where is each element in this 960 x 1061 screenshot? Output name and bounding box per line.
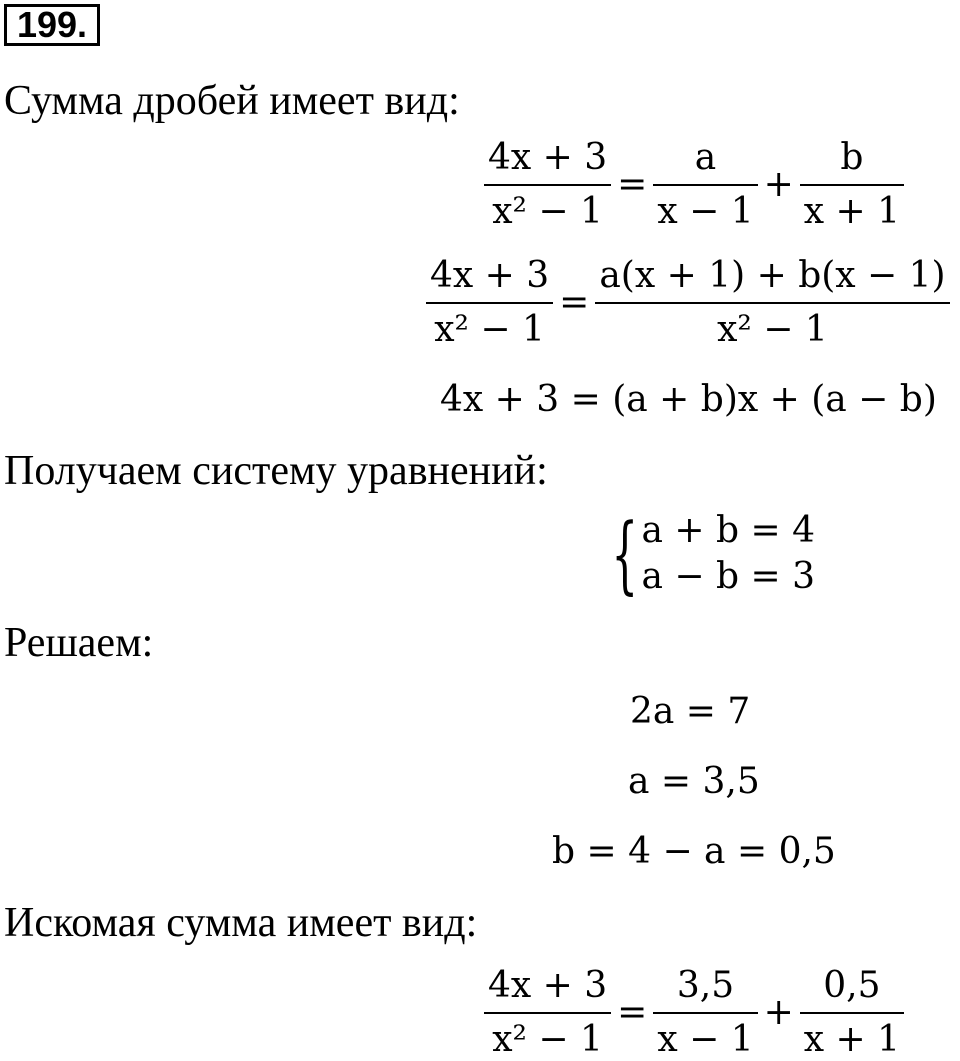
final-fraction-1-denominator: x − 1 [657,1019,754,1060]
eq2-rhs-fraction [595,255,949,350]
plus-sign: + [763,164,794,205]
eq2-lhs-denominator: x² − 1 [434,309,545,350]
eq2-lhs-fraction [426,255,553,350]
final-fraction-2 [800,965,904,1060]
problem-number: 199. [4,4,100,46]
result-intro-text: Искомая сумма имеет вид: [4,900,478,946]
eq1-fraction-a-denominator: x − 1 [657,191,754,232]
eq1-lhs-denominator: x² − 1 [492,191,603,232]
equation-system [598,505,815,603]
final-fraction-2-numerator: 0,5 [823,965,881,1006]
equals-sign: = [617,992,648,1033]
equation-3: 4x + 3 = (a + b)x + (a − b) [440,379,937,420]
final-lhs-denominator: x² − 1 [492,1019,603,1060]
eq1-lhs-fraction [484,137,611,232]
final-lhs-numerator: 4x + 3 [488,965,608,1006]
final-fraction-1-numerator: 3,5 [676,965,735,1006]
fraction-bar [653,184,757,186]
final-fraction-2-denominator: x + 1 [803,1019,901,1060]
eq1-fraction-b [800,137,904,232]
eq2-lhs-numerator: 4x + 3 [430,255,550,296]
system-line-1: a + b = 4 [641,510,815,551]
eq1-fraction-a-numerator: a [694,137,717,178]
eq1-lhs-numerator: 4x + 3 [488,137,608,178]
final-fraction-1 [653,965,757,1060]
fraction-bar [484,184,611,186]
solve-line-3: b = 4 − a = 0,5 [552,831,836,872]
eq2-rhs-numerator: a(x + 1) + b(x − 1) [599,255,946,296]
system-lines [641,510,815,597]
fraction-bar [653,1012,757,1014]
plus-sign: + [763,992,794,1033]
eq1-fraction-b-denominator: x + 1 [803,191,901,232]
eq1-fraction-a [653,137,757,232]
final-equation [484,965,904,1060]
system-line-2: a − b = 3 [641,556,815,597]
solve-intro-text: Решаем: [4,620,154,666]
solve-line-2: a = 3,5 [628,761,760,802]
eq2-rhs-denominator: x² − 1 [717,309,828,350]
intro-text: Сумма дробей имеет вид: [4,78,460,124]
fraction-bar [426,302,553,304]
final-lhs-fraction [484,965,611,1060]
equals-sign: = [559,282,590,323]
equation-1 [484,137,904,232]
fraction-bar [595,302,949,304]
fraction-bar [484,1012,611,1014]
fraction-bar [800,184,904,186]
equation-2 [426,255,950,350]
fraction-bar [800,1012,904,1014]
solve-line-1: 2a = 7 [630,691,751,732]
equals-sign: = [617,164,648,205]
eq1-fraction-b-numerator: b [840,137,864,178]
system-brace: { [611,505,639,603]
system-intro-text: Получаем систему уравнений: [4,448,548,494]
